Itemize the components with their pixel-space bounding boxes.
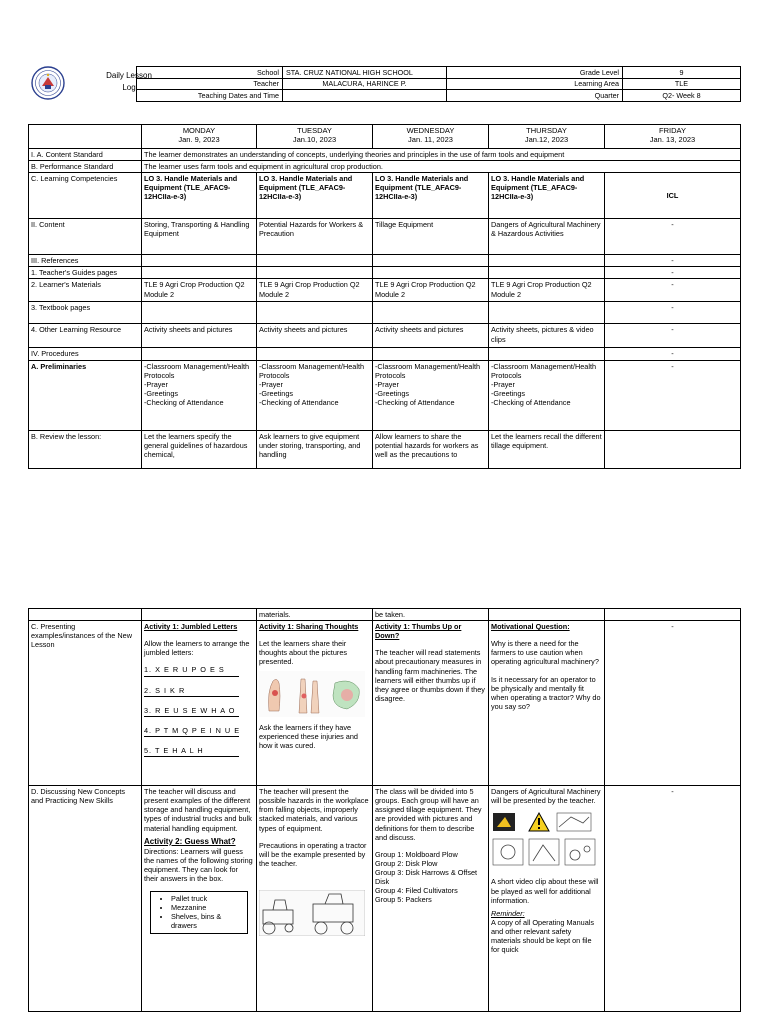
quarter-value: Q2- Week 8 — [623, 90, 741, 102]
school-value: STA. CRUZ NATIONAL HIGH SCHOOL — [283, 67, 447, 79]
presenting-wednesday: Activity 1: Thumbs Up or Down? The teacher will read statements about precautionary measures in handling farm machineries. The learners will either thumbs up if they agree or thumbs down if they disagree. — [373, 621, 489, 786]
day-header-tuesday: TUESDAY Jan.10, 2023 — [257, 125, 373, 149]
preliminaries-monday: -Classroom Management/Health Protocols -Prayer -Greetings -Checking of Attendance — [142, 360, 257, 430]
other-resources-tuesday: Activity sheets and pictures — [257, 324, 373, 348]
preliminaries-label: A. Preliminaries — [29, 360, 142, 430]
content-label: II. Content — [29, 219, 142, 255]
discussing-monday: The teacher will discuss and present examples of the different storage and handling equipment, types of industrial trucks and bulk material handling equipment. Activity 2: Guess What? Directions: Learners will guess the names of the following storing equipment. They can look for their answers in the box. • Pallet truck • Mezzanine • Shelves, bins & drawers — [142, 786, 257, 1012]
review-cont-wednesday: be taken. — [373, 609, 489, 621]
preliminaries-tuesday: -Classroom Management/Health Protocols -Prayer -Greetings -Checking of Attendance — [257, 360, 373, 430]
dates-label: Teaching Dates and Time — [137, 90, 283, 102]
content-monday: Storing, Transporting & Handling Equipment — [142, 219, 257, 255]
page-2 — [0, 512, 768, 1024]
content-friday: - — [605, 219, 741, 255]
learners-materials-label: 2. Learner's Materials — [29, 279, 142, 302]
area-value: TLE — [623, 78, 741, 90]
preliminaries-friday: - — [605, 360, 741, 430]
answer-box: • Pallet truck • Mezzanine • Shelves, bins & drawers — [150, 891, 248, 933]
textbook-label: 3. Textbook pages — [29, 302, 142, 324]
review-friday — [605, 430, 741, 468]
procedures-label: IV. Procedures — [29, 348, 142, 360]
competency-monday: LO 3. Handle Materials and Equipment (TLE_AFAC9-12HCIIa-e-3) — [142, 173, 257, 219]
competencies-label: C. Learning Competencies — [29, 173, 142, 219]
discussing-friday: - — [605, 786, 741, 1012]
daily-lesson-log-title: Daily Lesson Log — [106, 71, 152, 92]
review-wednesday: Allow learners to share the potential hazards for workers as well as the precautions to — [373, 430, 489, 468]
presenting-monday: Activity 1: Jumbled Letters Allow the learners to arrange the jumbled letters: 1. X E R U P O E S 2. S I K R 3. R E U S E W H A O 4. P T M Q P E I N U E 5. T E H A L H — [142, 621, 257, 786]
review-cont-tuesday: materials. — [257, 609, 373, 621]
competency-thursday: LO 3. Handle Materials and Equipment (TLE_AFAC9-12HCIIa-e-3) — [489, 173, 605, 219]
teacher-label: Teacher — [137, 78, 283, 90]
lesson-header — [28, 64, 740, 104]
review-monday: Let the learners specify the general guidelines of hazardous chemical, — [142, 430, 257, 468]
content-thursday: Dangers of Agricultural Machinery & Hazardous Activities — [489, 219, 605, 255]
teacher-value: MALACURA, HARINCE P. — [283, 78, 447, 90]
review-thursday: Let the learners recall the different tillage equipment. — [489, 430, 605, 468]
preliminaries-wednesday: -Classroom Management/Health Protocols -Prayer -Greetings -Checking of Attendance — [373, 360, 489, 430]
area-label: Learning Area — [447, 78, 623, 90]
performance-standard-label: B. Performance Standard — [29, 161, 142, 173]
day-header-wednesday: WEDNESDAY Jan. 11, 2023 — [373, 125, 489, 149]
references-label: III. References — [29, 255, 142, 267]
motivational-question-title: Motivational Question: — [491, 622, 570, 632]
textbook-friday: - — [605, 302, 741, 324]
injury-pictures-image — [259, 671, 365, 717]
content-standard-text: The learner demonstrates an understanding of concepts, underlying theories and principles in the use of farm tools and equipment — [142, 149, 741, 161]
content-standard-label: I. A. Content Standard — [29, 149, 142, 161]
quarter-label: Quarter — [447, 90, 623, 102]
day-header-monday: MONDAY Jan. 9, 2023 — [142, 125, 257, 149]
learners-materials-wednesday: TLE 9 Agri Crop Production Q2 Module 2 — [373, 279, 489, 302]
discussing-label: D. Discussing New Concepts and Practicing New Skills — [29, 786, 142, 1012]
presenting-label: C. Presenting examples/instances of the New Lesson — [29, 621, 142, 786]
learners-materials-thursday: TLE 9 Agri Crop Production Q2 Module 2 — [489, 279, 605, 302]
presenting-tuesday: Activity 1: Sharing Thoughts Let the learners share their thoughts about the pictures presented. Ask the learners if they have experienced these injuries and how it was cured. — [257, 621, 373, 786]
competency-friday: ICL — [605, 173, 741, 219]
presenting-thursday: Motivational Question: Why is there a need for the farmers to use caution when operating agricultural machinery? Is it necessary for an operator to be physically and mentally fit when operating a tractor? Why do you say so? — [489, 621, 605, 786]
competency-tuesday: LO 3. Handle Materials and Equipment (TLE_AFAC9-12HCIIa-e-3) — [257, 173, 373, 219]
day-header-thursday: THURSDAY Jan.12, 2023 — [489, 125, 605, 149]
lesson-grid-page-2 — [28, 608, 741, 1012]
discussing-wednesday: The class will be divided into 5 groups. Each group will have an assigned tillage equipment. They are provided with pictures and definitions for them to describe and discuss. Group 1: Moldboard Plow Group 2: Disk Plow Group 3: Disk Harrows & Offset Disk Group 4: Filed Cultivators Group 5: Packers — [373, 786, 489, 1012]
corner-cell — [29, 125, 142, 149]
other-resources-monday: Activity sheets and pictures — [142, 324, 257, 348]
review-label: B. Review the lesson: — [29, 430, 142, 468]
discussing-tuesday: The teacher will present the possible hazards in the workplace from falling objects, improperly stacked materials, and various types of equipment. Precautions in operating a tractor will be the example presented by the teacher. — [257, 786, 373, 1012]
activity-thumbs-title: Activity 1: Thumbs Up or Down? — [375, 622, 462, 641]
machinery-hazard-signs-image — [491, 809, 597, 871]
grade-label: Grade Level — [447, 67, 623, 79]
teachers-guide-label: 1. Teacher's Guides pages — [29, 267, 142, 279]
performance-standard-text: The learner uses farm tools and equipment in agricultural crop production. — [142, 161, 741, 173]
dates-value — [283, 90, 447, 102]
procedures-friday: - — [605, 348, 741, 360]
review-tuesday: Ask learners to give equipment under storing, transporting, and handling — [257, 430, 373, 468]
preliminaries-thursday: -Classroom Management/Health Protocols -Prayer -Greetings -Checking of Attendance — [489, 360, 605, 430]
learners-materials-tuesday: TLE 9 Agri Crop Production Q2 Module 2 — [257, 279, 373, 302]
presenting-friday: - — [605, 621, 741, 786]
other-resources-thursday: Activity sheets, pictures & video clips — [489, 324, 605, 348]
content-wednesday: Tillage Equipment — [373, 219, 489, 255]
content-tuesday: Potential Hazards for Workers & Precaution — [257, 219, 373, 255]
deped-seal-icon — [31, 66, 65, 100]
other-resources-friday: - — [605, 324, 741, 348]
teachers-guide-friday: - — [605, 267, 741, 279]
learners-materials-friday: - — [605, 279, 741, 302]
references-friday: - — [605, 255, 741, 267]
lesson-grid-page-1 — [28, 124, 741, 469]
other-resources-label: 4. Other Learning Resource — [29, 324, 142, 348]
other-resources-wednesday: Activity sheets and pictures — [373, 324, 489, 348]
activity-jumbled-letters-title: Activity 1: Jumbled Letters — [144, 622, 238, 632]
school-label: School — [137, 67, 283, 79]
day-header-friday: FRIDAY Jan. 13, 2023 — [605, 125, 741, 149]
competency-wednesday: LO 3. Handle Materials and Equipment (TLE_AFAC9-12HCIIa-e-3) — [373, 173, 489, 219]
activity-sharing-thoughts-title: Activity 1: Sharing Thoughts — [259, 622, 359, 632]
tractor-precautions-image — [259, 890, 365, 936]
discussing-thursday: Dangers of Agricultural Machinery will be presented by the teacher. A short video clip about these will be played as well for additional information. Reminder: A copy of all Operating Manuals and other relevant safety materials should be kept on file for quick — [489, 786, 605, 1012]
learners-materials-monday: TLE 9 Agri Crop Production Q2 Module 2 — [142, 279, 257, 302]
lesson-info-table — [136, 66, 741, 102]
activity-guess-what-title: Activity 2: Guess What? — [144, 836, 236, 846]
grade-value: 9 — [623, 67, 741, 79]
